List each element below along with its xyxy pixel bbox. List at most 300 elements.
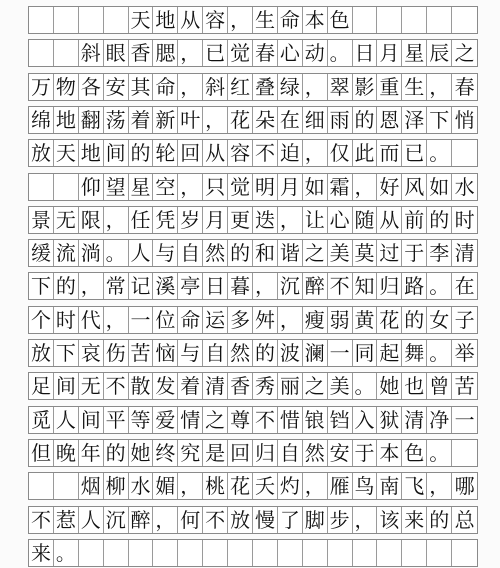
grid-cell: 的 [427, 207, 452, 233]
grid-cell: 放 [29, 140, 54, 166]
grid-cell: 同 [353, 340, 378, 366]
grid-cell: 哀 [79, 340, 104, 366]
grid-cell: 从 [377, 207, 402, 233]
grid-cell: ， [253, 273, 278, 299]
grid-cell: 望 [104, 174, 129, 200]
grid-cell: 而 [377, 140, 402, 166]
grid-cell: 哪 [454, 474, 475, 499]
grid-cell: ， [178, 473, 203, 499]
grid-cell: 之 [454, 41, 475, 66]
grid-cell: 细 [303, 107, 328, 133]
grid-cell: 的 [129, 140, 154, 166]
grid-cell: 沉 [278, 273, 303, 299]
grid-row [28, 472, 478, 500]
grid-cell: 不 [203, 507, 228, 533]
grid-cell: 回 [228, 440, 253, 466]
grid-cell: 让 [303, 207, 328, 233]
grid-row [28, 139, 478, 167]
grid-cell: ， [203, 107, 228, 133]
grid-cell: 地 [79, 140, 104, 166]
grid-cell: 个 [29, 307, 54, 333]
grid-cell: ， [278, 307, 303, 333]
grid-cell: 狱 [377, 407, 402, 433]
grid-cell: 从 [178, 7, 203, 33]
grid-cell: 之 [303, 373, 328, 399]
grid-cell: 间 [54, 373, 79, 399]
grid-cell: 在 [278, 107, 303, 133]
grid-cell: 。 [427, 140, 452, 166]
grid-cell: 时 [454, 207, 475, 232]
grid-cell: 溪 [153, 273, 178, 299]
grid-cell: 水 [454, 174, 475, 199]
grid-cell: 何 [178, 507, 203, 533]
grid-cell: 日 [203, 273, 228, 299]
grid-cell: 地 [54, 107, 79, 133]
grid-cell: 红 [228, 74, 253, 100]
grid-cell: 香 [228, 373, 253, 399]
grid-cell [377, 540, 402, 566]
grid-cell: 。 [54, 540, 79, 566]
grid-cell: 秀 [253, 373, 278, 399]
grid-cell: 春 [253, 40, 278, 66]
grid-cell: 锒 [303, 407, 328, 433]
grid-cell: 着 [129, 107, 154, 133]
grid-cell: 迫 [278, 140, 303, 166]
grid-cell: 苦 [129, 340, 154, 366]
grid-cell: 人 [54, 407, 79, 433]
grid-cell: 来 [29, 540, 54, 566]
grid-cell: 美 [328, 240, 353, 266]
grid-cell [303, 540, 328, 566]
grid-cell: 记 [129, 273, 154, 299]
grid-cell: 不 [29, 507, 54, 533]
grid-cell: 间 [79, 407, 104, 433]
grid-cell: ， [228, 7, 253, 33]
grid-row [28, 106, 478, 134]
grid-cell: 此 [353, 140, 378, 166]
grid-cell: 来 [402, 507, 427, 533]
grid-cell: 她 [377, 373, 402, 399]
grid-cell: 不 [253, 407, 278, 433]
grid-cell: 净 [427, 407, 452, 433]
grid-row [28, 339, 478, 367]
grid-cell: 斜 [79, 40, 104, 66]
grid-cell: 平 [104, 407, 129, 433]
grid-cell: 地 [153, 7, 178, 33]
grid-cell: 谐 [278, 240, 303, 266]
grid-cell [452, 440, 477, 466]
grid-cell: 生 [253, 7, 278, 33]
grid-row [28, 406, 478, 434]
grid-cell: 尊 [228, 407, 253, 433]
grid-cell: 风 [402, 174, 427, 200]
grid-cell: 代 [79, 307, 104, 333]
grid-cell: 舛 [253, 307, 278, 333]
grid-cell: ， [178, 74, 203, 100]
grid-cell: 叶 [178, 107, 203, 133]
grid-cell: 媚 [153, 473, 178, 499]
grid-cell: ， [104, 307, 129, 333]
grid-cell: 腮 [153, 40, 178, 66]
grid-cell [54, 40, 79, 66]
grid-cell: ， [353, 174, 378, 200]
grid-cell: 绿 [278, 74, 303, 100]
grid-cell: 归 [377, 273, 402, 299]
grid-cell: 铛 [328, 407, 353, 433]
grid-cell: 日 [353, 40, 378, 66]
grid-cell: 香 [129, 40, 154, 66]
grid-cell: 重 [377, 74, 402, 100]
grid-cell: 一 [129, 307, 154, 333]
grid-cell: 惜 [278, 407, 303, 433]
grid-cell: 星 [129, 174, 154, 200]
grid-cell: 自 [278, 440, 303, 466]
grid-cell [402, 7, 427, 33]
grid-cell: 明 [253, 174, 278, 200]
grid-cell: 辰 [427, 40, 452, 66]
grid-cell: 在 [454, 274, 475, 299]
grid-cell: 花 [228, 107, 253, 133]
grid-cell [228, 540, 253, 566]
grid-cell: 朵 [253, 107, 278, 133]
grid-cell: 苦 [454, 374, 475, 399]
grid-cell: 然 [303, 440, 328, 466]
grid-cell: ， [278, 207, 303, 233]
grid-cell: 本 [303, 7, 328, 33]
grid-cell: 命 [153, 74, 178, 100]
grid-cell: 过 [377, 240, 402, 266]
grid-cell [29, 7, 54, 33]
grid-cell: ， [104, 207, 129, 233]
grid-cell: 天 [54, 140, 79, 166]
grid-cell: 春 [454, 74, 475, 99]
grid-cell: 月 [377, 40, 402, 66]
grid-cell: 时 [54, 307, 79, 333]
grid-cell: ， [303, 140, 328, 166]
grid-cell: 其 [129, 74, 154, 100]
grid-cell: 天 [129, 7, 154, 33]
grid-cell [353, 540, 378, 566]
grid-cell: 慢 [253, 507, 278, 533]
grid-cell: 眼 [104, 40, 129, 66]
grid-cell: 更 [228, 207, 253, 233]
grid-cell: 的 [402, 307, 427, 333]
grid-cell: 女 [427, 307, 452, 333]
grid-cell: ， [427, 473, 452, 499]
grid-cell: 好 [377, 174, 402, 200]
grid-cell: 只 [203, 174, 228, 200]
grid-cell [29, 174, 54, 200]
grid-cell: ， [178, 174, 203, 200]
grid-cell: 任 [129, 207, 154, 233]
grid-cell: 的 [253, 340, 278, 366]
grid-cell: 醉 [129, 507, 154, 533]
grid-cell: 限 [79, 207, 104, 233]
grid-cell: 也 [402, 373, 427, 399]
grid-cell: 缓 [29, 240, 54, 266]
grid-cell: 桃 [203, 473, 228, 499]
grid-cell: 命 [178, 307, 203, 333]
grid-cell: 瘦 [303, 307, 328, 333]
grid-cell: 散 [129, 373, 154, 399]
grid-row [28, 239, 478, 267]
grid-row [28, 439, 478, 467]
grid-cell: 。 [427, 440, 452, 466]
grid-cell: 回 [178, 140, 203, 166]
grid-cell: 的 [353, 107, 378, 133]
grid-cell [353, 7, 378, 33]
grid-cell: 位 [153, 307, 178, 333]
grid-cell: 仅 [328, 140, 353, 166]
grid-cell: 淌 [79, 240, 104, 266]
grid-cell: 翻 [79, 107, 104, 133]
grid-row [28, 73, 478, 101]
grid-cell: 不 [253, 140, 278, 166]
grid-cell: 月 [278, 174, 303, 200]
grid-cell [29, 473, 54, 499]
grid-cell: 泽 [402, 107, 427, 133]
grid-cell: 月 [203, 207, 228, 233]
grid-cell: 水 [129, 473, 154, 499]
grid-cell: 心 [328, 207, 353, 233]
grid-cell: 。 [328, 40, 353, 66]
grid-cell: 曾 [427, 373, 452, 399]
grid-cell [104, 7, 129, 33]
grid-cell: 已 [203, 40, 228, 66]
grid-cell: 常 [104, 273, 129, 299]
grid-cell: 起 [377, 340, 402, 366]
grid-cell: 生 [402, 74, 427, 100]
grid-cell: 觉 [228, 174, 253, 200]
grid-cell: 亭 [178, 273, 203, 299]
grid-cell: 脚 [303, 507, 328, 533]
grid-cell: 莫 [353, 240, 378, 266]
grid-row [28, 272, 478, 300]
grid-cell [203, 540, 228, 566]
grid-cell: 一 [454, 407, 475, 432]
grid-row [28, 372, 478, 400]
grid-cell: ， [427, 74, 452, 100]
grid-cell: 南 [377, 473, 402, 499]
grid-cell: ， [79, 273, 104, 299]
grid-row [28, 506, 478, 534]
grid-cell: 斜 [203, 74, 228, 100]
grid-cell: 觅 [29, 407, 54, 433]
grid-cell: 前 [402, 207, 427, 233]
grid-cell: 。 [104, 240, 129, 266]
grid-cell: ， [353, 507, 378, 533]
grid-cell: 烟 [79, 473, 104, 499]
grid-cell [278, 540, 303, 566]
grid-cell: ， [153, 507, 178, 533]
grid-cell: 不 [104, 373, 129, 399]
grid-cell: 迭 [253, 207, 278, 233]
grid-cell [452, 7, 477, 33]
grid-cell: 丽 [278, 373, 303, 399]
grid-cell: 下 [427, 107, 452, 133]
grid-cell: 究 [178, 440, 203, 466]
grid-cell: 无 [54, 207, 79, 233]
grid-cell: 下 [54, 340, 79, 366]
grid-cell: 人 [79, 507, 104, 533]
grid-cell: 万 [29, 74, 54, 100]
grid-cell: 容 [203, 7, 228, 33]
grid-cell: 各 [79, 74, 104, 100]
grid-cell [427, 540, 452, 566]
grid-cell: 悄 [454, 107, 475, 132]
grid-cell: 空 [153, 174, 178, 200]
grid-cell [427, 7, 452, 33]
grid-cell: 的 [427, 507, 452, 533]
grid-cell: 之 [203, 407, 228, 433]
grid-cell: 终 [153, 440, 178, 466]
grid-cell: 星 [402, 40, 427, 66]
grid-cell: 影 [353, 74, 378, 100]
grid-cell: 路 [402, 273, 427, 299]
grid-cell: 。 [427, 340, 452, 366]
grid-cell: 但 [29, 440, 54, 466]
grid-cell: 知 [353, 273, 378, 299]
grid-cell [328, 540, 353, 566]
grid-cell: 恼 [153, 340, 178, 366]
grid-cell: 运 [203, 307, 228, 333]
grid-cell: 随 [353, 207, 378, 233]
grid-cell: 花 [228, 473, 253, 499]
grid-cell: 李 [427, 240, 452, 266]
grid-cell: 该 [377, 507, 402, 533]
grid-cell [79, 7, 104, 33]
grid-cell: 自 [178, 240, 203, 266]
grid-cell: 清 [454, 241, 475, 266]
grid-cell: 岁 [178, 207, 203, 233]
grid-cell: 了 [278, 507, 303, 533]
grid-cell [402, 540, 427, 566]
grid-cell: 弱 [328, 307, 353, 333]
grid-cell: 波 [278, 340, 303, 366]
grid-row [28, 539, 478, 567]
grid-cell: 与 [153, 240, 178, 266]
grid-cell: 雁 [328, 473, 353, 499]
grid-cell: 叠 [253, 74, 278, 100]
grid-cell: 鸟 [353, 473, 378, 499]
grid-cell: 从 [203, 140, 228, 166]
grid-cell: 年 [79, 440, 104, 466]
grid-cell: 一 [328, 340, 353, 366]
grid-cell: 柳 [104, 473, 129, 499]
grid-cell [129, 540, 154, 566]
grid-cell: ， [178, 40, 203, 66]
grid-cell [54, 473, 79, 499]
grid-cell: 流 [54, 240, 79, 266]
grid-cell: 她 [129, 440, 154, 466]
grid-cell: 总 [454, 507, 475, 532]
grid-cell: 足 [29, 373, 54, 399]
grid-cell: 物 [54, 74, 79, 100]
grid-cell: 仰 [79, 174, 104, 200]
grid-cell [54, 174, 79, 200]
grid-cell: 沉 [104, 507, 129, 533]
grid-cell: 自 [203, 340, 228, 366]
grid-cell [104, 540, 129, 566]
grid-cell: 惹 [54, 507, 79, 533]
grid-cell: 美 [328, 373, 353, 399]
grid-cell: 然 [203, 240, 228, 266]
grid-cell: 荡 [104, 107, 129, 133]
grid-cell: 步 [328, 507, 353, 533]
grid-cell: 入 [353, 407, 378, 433]
grid-cell: ， [303, 74, 328, 100]
grid-cell [452, 140, 477, 166]
grid-cell: 着 [178, 373, 203, 399]
grid-cell: 飞 [402, 473, 427, 499]
grid-cell: 之 [303, 240, 328, 266]
grid-cell: 色 [328, 7, 353, 33]
grid-cell: 放 [228, 507, 253, 533]
grid-cell: 暮 [228, 273, 253, 299]
grid-cell [29, 40, 54, 66]
grid-cell: 是 [203, 440, 228, 466]
grid-cell [79, 540, 104, 566]
grid-cell: 的 [54, 273, 79, 299]
grid-cell: 雨 [328, 107, 353, 133]
grid-cell: 无 [79, 373, 104, 399]
grid-cell: 心 [278, 40, 303, 66]
grid-row [28, 206, 478, 234]
grid-cell: 放 [29, 340, 54, 366]
grid-cell: 舞 [402, 340, 427, 366]
grid-cell: 清 [203, 373, 228, 399]
grid-cell: 发 [153, 373, 178, 399]
grid-row [28, 173, 478, 201]
grid-cell: 翠 [328, 74, 353, 100]
grid-cell: 不 [328, 273, 353, 299]
grid-cell: 多 [228, 307, 253, 333]
grid-cell: 安 [328, 440, 353, 466]
grid-cell: 与 [178, 340, 203, 366]
grid-cell: 间 [104, 140, 129, 166]
grid-cell: 等 [129, 407, 154, 433]
grid-cell: 凭 [153, 207, 178, 233]
grid-cell: 本 [377, 440, 402, 466]
grid-cell: 子 [454, 307, 475, 332]
grid-cell: 灼 [278, 473, 303, 499]
grid-cell: 下 [29, 273, 54, 299]
grid-cell: 安 [104, 74, 129, 100]
grid-cell: 于 [353, 440, 378, 466]
grid-cell: 举 [454, 341, 475, 365]
grid-cell: 澜 [303, 340, 328, 366]
grid-row [28, 6, 478, 34]
grid-cell: 新 [153, 107, 178, 133]
grid-cell [54, 7, 79, 33]
grid-cell: 的 [104, 440, 129, 466]
grid-cell: 容 [228, 140, 253, 166]
grid-cell: 醉 [303, 273, 328, 299]
grid-cell: 。 [427, 273, 452, 299]
grid-cell: 觉 [228, 40, 253, 66]
grid-cell: 霜 [328, 174, 353, 200]
grid-row [28, 39, 478, 67]
grid-cell: 然 [228, 340, 253, 366]
grid-cell: 和 [253, 240, 278, 266]
grid-cell: 人 [129, 240, 154, 266]
grid-cell: 已 [402, 140, 427, 166]
grid-cell: 晚 [54, 440, 79, 466]
grid-cell: 花 [377, 307, 402, 333]
grid-cell: 情 [178, 407, 203, 433]
grid-cell [178, 540, 203, 566]
grid-cell: 伤 [104, 340, 129, 366]
